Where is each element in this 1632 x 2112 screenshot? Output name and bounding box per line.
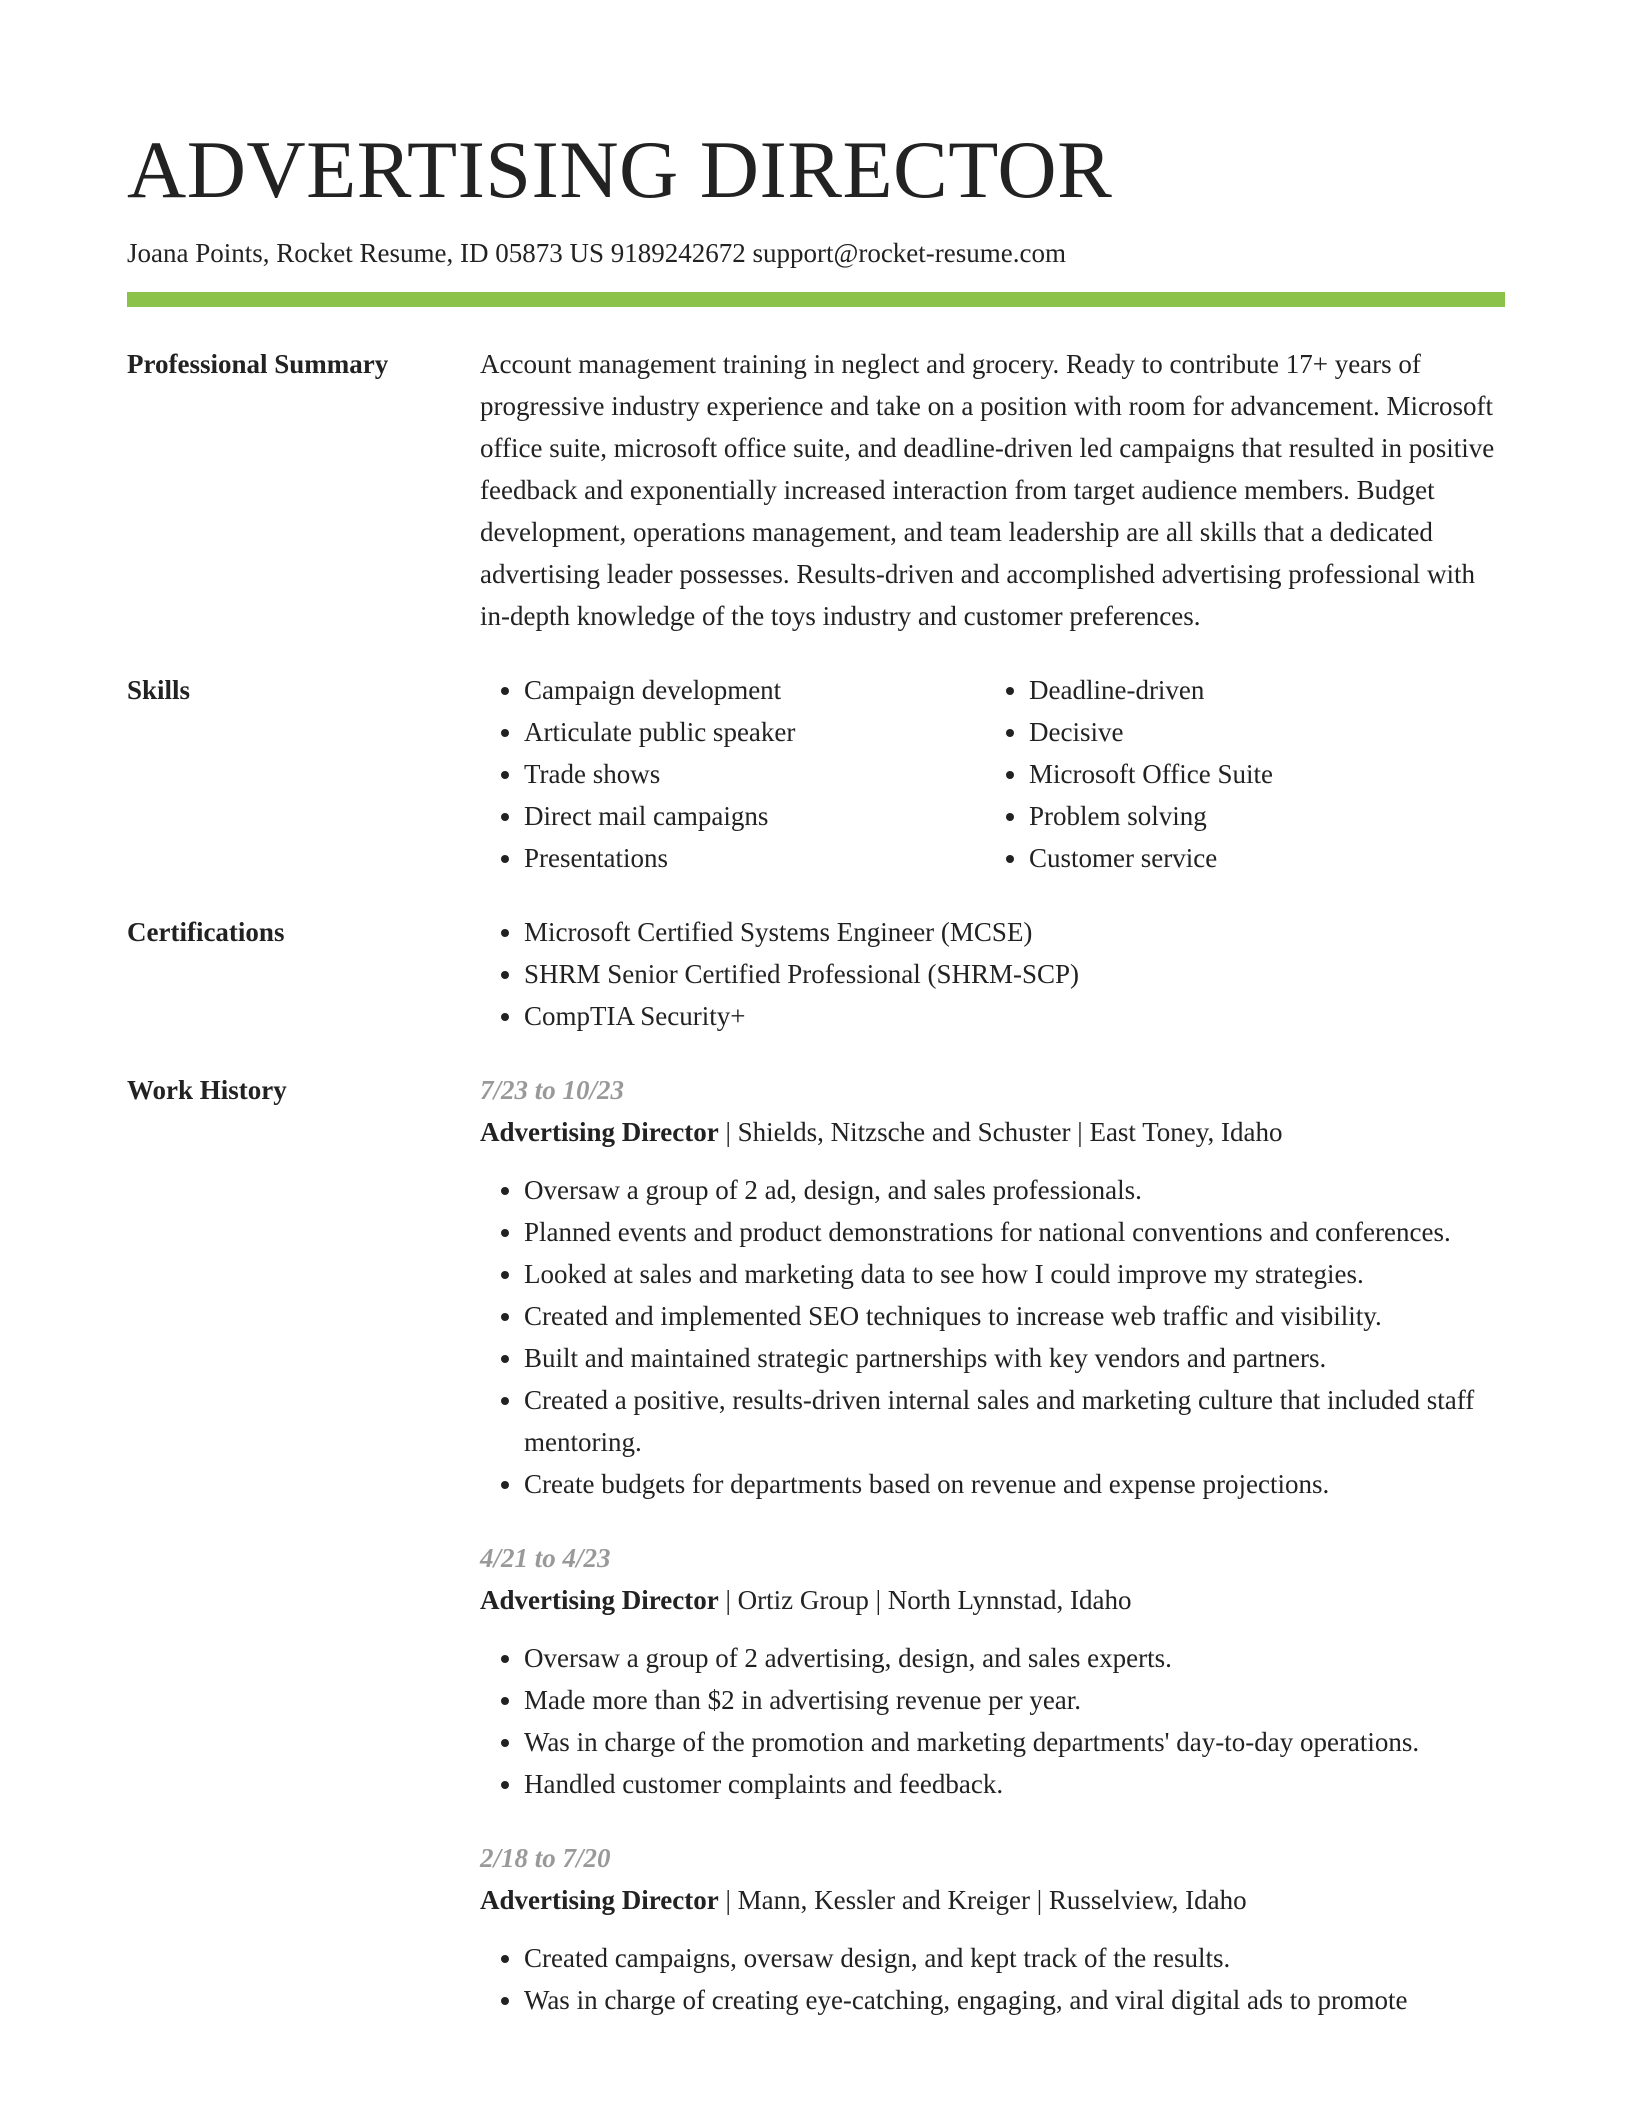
skill-item: • Direct mail campaigns	[524, 795, 985, 837]
section-title-work-history: Work History	[127, 1075, 287, 1105]
section-title-certifications: Certifications	[127, 917, 285, 947]
job-bullet: • Looked at sales and marketing data to see how I could improve my strategies.	[524, 1253, 1505, 1295]
job-bullets	[480, 1637, 1505, 1805]
job-bullets	[480, 1937, 1505, 2021]
skill-item: • Customer service	[1029, 837, 1485, 879]
job-bullet: • Was in charge of creating eye-catching, engaging, and viral digital ads to promote	[524, 1979, 1505, 2021]
certification-item: • CompTIA Security+	[524, 995, 1505, 1037]
job-bullet: • Was in charge of the promotion and marketing departments' day-to-day operations.	[524, 1721, 1505, 1763]
job-bullets	[480, 1169, 1505, 1505]
section-skills	[127, 669, 1505, 879]
job-heading	[480, 1579, 1505, 1621]
skill-item: • Campaign development	[524, 669, 985, 711]
skill-item: • Decisive	[1029, 711, 1485, 753]
resume-title: ADVERTISING DIRECTOR	[127, 124, 1113, 215]
skill-item: • Trade shows	[524, 753, 985, 795]
skill-item: • Presentations	[524, 837, 985, 879]
job-bullet: • Oversaw a group of 2 ad, design, and sales professionals.	[524, 1169, 1505, 1211]
summary-paragraph: Account management training in neglect and grocery. Ready to contribute 17+ years of progressive industry experience and take on a position with room for advancement. Microsoft office suite, microsoft office suite, and deadline-driven led campaigns that resulted in positive feedback and exponentially increased interaction from target audience members. Budget development, operations management, and team leadership are all skills that a dedicated advertising leader possesses. Results-driven and accomplished advertising professional with in-depth knowledge of the toys industry and customer preferences.	[480, 349, 1495, 631]
certification-item: • SHRM Senior Certified Professional (SHRM-SCP)	[524, 953, 1505, 995]
job-heading	[480, 1879, 1505, 1921]
job-bullet: • Made more than $2 in advertising revenue per year.	[524, 1679, 1505, 1721]
job-role: Advertising Director	[480, 1585, 719, 1615]
job-details: | Mann, Kessler and Kreiger | Russelview, Idaho	[718, 1885, 1247, 1915]
job-entry	[480, 1837, 1505, 2021]
job-heading	[480, 1111, 1505, 1153]
job-dates: 7/23 to 10/23	[480, 1075, 625, 1105]
skills-list-right	[985, 669, 1485, 879]
job-bullet: • Create budgets for departments based on revenue and expense projections.	[524, 1463, 1505, 1505]
skill-item: • Articulate public speaker	[524, 711, 985, 753]
certification-item: • Microsoft Certified Systems Engineer (MCSE)	[524, 911, 1505, 953]
job-bullet: • Created campaigns, oversaw design, and kept track of the results.	[524, 1937, 1505, 1979]
job-details: | Ortiz Group | North Lynnstad, Idaho	[718, 1585, 1132, 1615]
job-dates: 2/18 to 7/20	[480, 1843, 611, 1873]
section-certifications	[127, 911, 1505, 1037]
section-body-certifications	[480, 911, 1505, 1037]
job-bullet: • Built and maintained strategic partnerships with key vendors and partners.	[524, 1337, 1505, 1379]
skills-grid	[480, 669, 1505, 879]
section-title-summary: Professional Summary	[127, 349, 389, 379]
job-entry	[480, 1069, 1505, 1505]
job-role: Advertising Director	[480, 1885, 719, 1915]
section-body-work-history	[480, 1069, 1505, 2021]
section-title-skills: Skills	[127, 675, 191, 705]
skill-item: • Deadline-driven	[1029, 669, 1485, 711]
job-bullet: • Planned events and product demonstrations for national conventions and conferences.	[524, 1211, 1505, 1253]
contact-line: Joana Points, Rocket Resume, ID 05873 US 9189242672 support@rocket-resume.com	[127, 238, 1066, 268]
section-work-history	[127, 1069, 1505, 2021]
header-divider	[127, 292, 1505, 307]
job-dates: 4/21 to 4/23	[480, 1543, 611, 1573]
job-bullet: • Created and implemented SEO techniques to increase web traffic and visibility.	[524, 1295, 1505, 1337]
certifications-list	[480, 911, 1505, 1037]
skill-item: • Problem solving	[1029, 795, 1485, 837]
job-details: | Shields, Nitzsche and Schuster | East Toney, Idaho	[718, 1117, 1283, 1147]
job-bullet: • Handled customer complaints and feedback.	[524, 1763, 1505, 1805]
section-professional-summary	[127, 343, 1505, 637]
resume-sections	[127, 343, 1505, 2021]
section-body-summary	[480, 343, 1505, 637]
skill-item: • Microsoft Office Suite	[1029, 753, 1485, 795]
job-bullet: • Created a positive, results-driven internal sales and marketing culture that included staff mentoring.	[524, 1379, 1505, 1463]
job-entry	[480, 1537, 1505, 1805]
skills-list-left	[480, 669, 985, 879]
job-role: Advertising Director	[480, 1117, 719, 1147]
job-bullet: • Oversaw a group of 2 advertising, design, and sales experts.	[524, 1637, 1505, 1679]
